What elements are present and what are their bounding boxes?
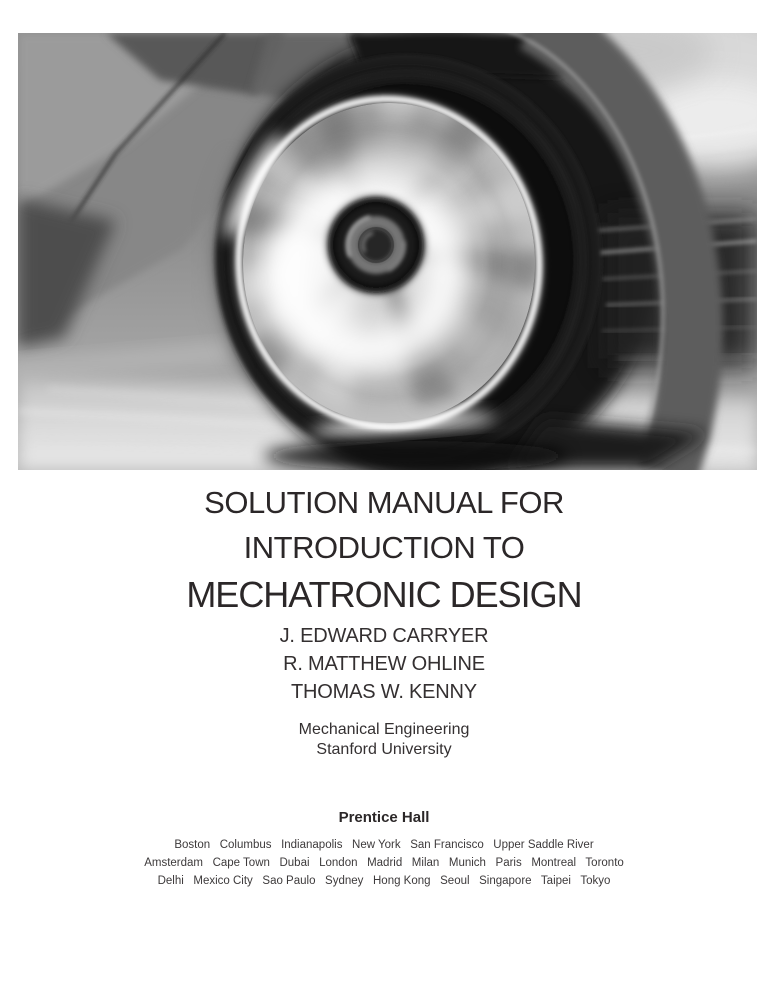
wheel-hub xyxy=(329,198,423,292)
publisher-name: Prentice Hall xyxy=(338,809,430,826)
publisher-cities-row-1: Boston Columbus Indianapolis New York San Francisco Upper Saddle River xyxy=(174,839,594,851)
title-line-3: MECHATRONIC DESIGN xyxy=(186,574,582,615)
authors-list xyxy=(0,622,768,706)
title-line-2: INTRODUCTION TO xyxy=(243,530,525,565)
cover-photo xyxy=(18,33,757,470)
car-wheel-illustration xyxy=(18,33,757,470)
title-text-block xyxy=(0,480,768,890)
author-1: J. EDWARD CARRYER xyxy=(279,625,489,647)
book-title xyxy=(0,480,768,620)
title-line-1: SOLUTION MANUAL FOR xyxy=(204,485,564,520)
affiliation-department: Mechanical Engineering xyxy=(298,721,470,738)
publisher-cities-row-2: Amsterdam Cape Town Dubai London Madrid Milan Munich Paris Montreal Toronto xyxy=(144,857,624,869)
author-2: R. MATTHEW OHLINE xyxy=(283,653,485,675)
affiliation-university: Stanford University xyxy=(316,741,452,758)
author-3: THOMAS W. KENNY xyxy=(291,681,477,703)
tire-contact-shadow xyxy=(264,441,568,470)
publisher-cities xyxy=(0,836,768,890)
affiliation xyxy=(0,720,768,760)
publisher-cities-row-3: Delhi Mexico City Sao Paulo Sydney Hong Kong Seoul Singapore Taipei Tokyo xyxy=(157,875,611,887)
